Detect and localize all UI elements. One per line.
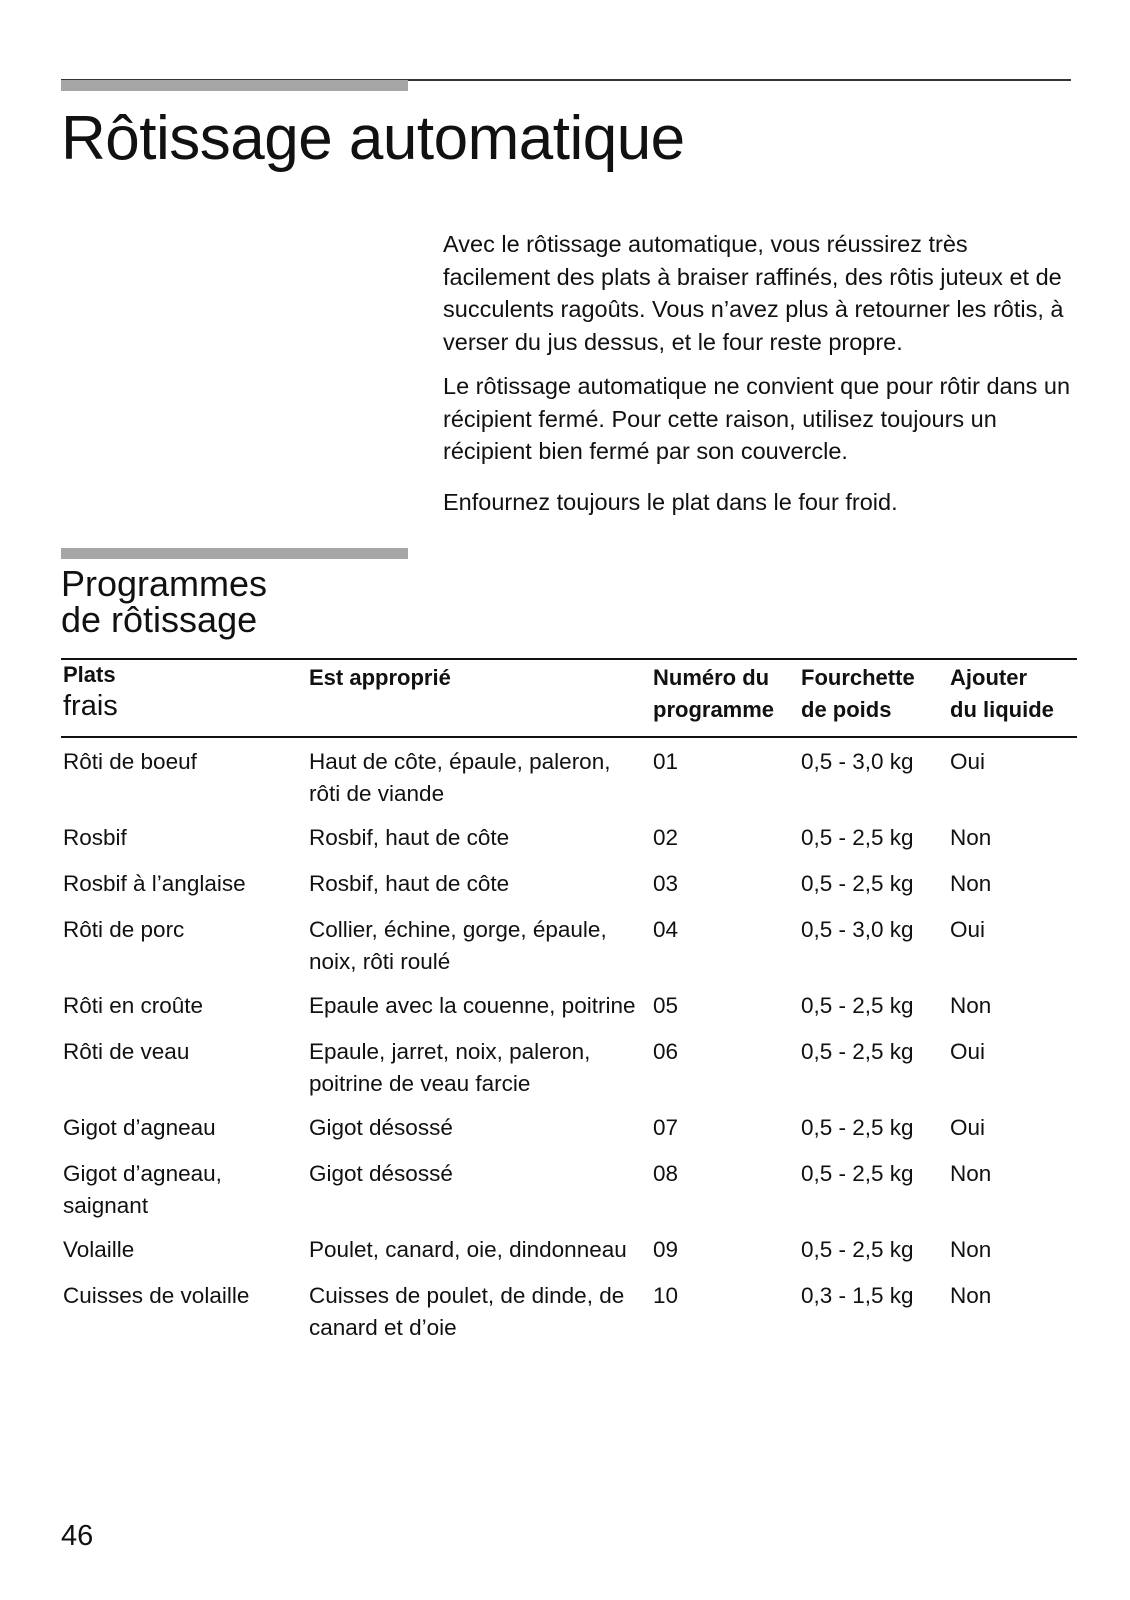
- header-numero: [653, 662, 774, 726]
- cell-plat: Rôti de veau: [63, 1039, 190, 1064]
- table-row: [61, 990, 1077, 1036]
- cell-liquide: Non: [950, 871, 992, 896]
- header-plats-label: Plats: [63, 662, 116, 687]
- cell-poids: 0,5 - 3,0 kg: [801, 917, 914, 942]
- cell-plat: Rôti en croûte: [63, 993, 204, 1018]
- table-row: [61, 1158, 1077, 1234]
- table-row: [61, 822, 1077, 868]
- cell-approprie: [309, 914, 639, 978]
- header-frais-label: frais: [63, 690, 118, 722]
- table-header: [61, 658, 1077, 738]
- table-body: [61, 746, 1077, 1356]
- cell-numero: 04: [653, 917, 679, 942]
- cell-liquide: Non: [950, 1283, 992, 1308]
- cell-plat: Gigot d’agneau: [63, 1115, 216, 1140]
- cell-liquide: Oui: [950, 1039, 986, 1064]
- cell-numero: 07: [653, 1115, 679, 1140]
- table-row: [61, 1112, 1077, 1158]
- header-fourchette-line2: de poids: [801, 697, 892, 722]
- table-row: [61, 1036, 1077, 1112]
- cell-liquide: Non: [950, 993, 992, 1018]
- cell-approprie: Rosbif, haut de côte: [309, 871, 510, 896]
- intro-paragraph-3: Enfournez toujours le plat dans le four froid.: [443, 488, 898, 515]
- cell-liquide: Non: [950, 1161, 992, 1186]
- cell-approprie: Epaule avec la couenne, poitrine: [309, 993, 636, 1018]
- header-ajouter-line2: du liquide: [950, 697, 1054, 722]
- cell-poids: 0,5 - 2,5 kg: [801, 1115, 914, 1140]
- table-row: [61, 1280, 1077, 1356]
- cell-plat: Volaille: [63, 1237, 135, 1262]
- cell-numero: 10: [653, 1283, 679, 1308]
- top-rule-accent: [61, 80, 408, 91]
- intro-paragraph-1: Avec le rôtissage automatique, vous réussirez très facilement des plats à braiser raffinés, des rôtis juteux et de succulents ragoûts. Vous n’avez plus à retourner les rôtis, à verser du jus dessus, et le four reste propre.: [443, 231, 1064, 355]
- cell-numero: 01: [653, 749, 679, 774]
- roasting-programs-table: [61, 658, 1077, 1356]
- section-title: [61, 563, 401, 640]
- cell-poids: 0,5 - 3,0 kg: [801, 749, 914, 774]
- cell-numero: 09: [653, 1237, 679, 1262]
- intro-text: [443, 228, 1073, 530]
- cell-approprie: Rosbif, haut de côte: [309, 825, 510, 850]
- header-plats: [63, 659, 118, 721]
- header-numero-line1: Numéro du: [653, 665, 770, 690]
- cell-liquide: Non: [950, 1237, 992, 1262]
- header-numero-line2: programme: [653, 697, 775, 722]
- cell-approprie: [309, 1036, 639, 1100]
- cell-poids: 0,5 - 2,5 kg: [801, 871, 914, 896]
- table-row: [61, 746, 1077, 822]
- header-ajouter: [950, 662, 1054, 726]
- cell-approprie: [309, 746, 639, 810]
- cell-plat: Rosbif: [63, 825, 127, 850]
- approprie-text: Cuisses de poulet, de dinde, de canard et d’oie: [309, 1283, 625, 1340]
- cell-poids: 0,5 - 2,5 kg: [801, 825, 914, 850]
- cell-poids: 0,5 - 2,5 kg: [801, 1039, 914, 1064]
- cell-approprie: Poulet, canard, oie, dindonneau: [309, 1237, 627, 1262]
- header-approprie: Est approprié: [309, 665, 451, 690]
- cell-poids: 0,5 - 2,5 kg: [801, 1161, 914, 1186]
- cell-numero: 06: [653, 1039, 679, 1064]
- approprie-text: Collier, échine, gorge, épaule, noix, rôti roulé: [309, 917, 607, 974]
- header-fourchette-line1: Fourchette: [801, 665, 915, 690]
- section-title-line-1: Programmes: [61, 563, 268, 604]
- cell-plat: Cuisses de volaille: [63, 1283, 250, 1308]
- cell-poids: 0,3 - 1,5 kg: [801, 1283, 914, 1308]
- cell-numero: 08: [653, 1161, 679, 1186]
- cell-approprie: Gigot désossé: [309, 1161, 453, 1186]
- cell-plat: Rosbif à l’anglaise: [63, 871, 246, 896]
- header-ajouter-line1: Ajouter: [950, 665, 1027, 690]
- table-row: [61, 868, 1077, 914]
- table-row: [61, 914, 1077, 990]
- cell-plat: Rôti de porc: [63, 917, 185, 942]
- cell-plat: Rôti de boeuf: [63, 749, 197, 774]
- intro-paragraph-2: Le rôtissage automatique ne convient que pour rôtir dans un récipient fermé. Pour cette raison, utilisez toujours un récipient bien fermé par son couvercle.: [443, 373, 1071, 464]
- approprie-text: Haut de côte, épaule, paleron, rôti de viande: [309, 749, 611, 806]
- cell-numero: 03: [653, 871, 679, 896]
- cell-numero: 02: [653, 825, 679, 850]
- cell-poids: 0,5 - 2,5 kg: [801, 993, 914, 1018]
- cell-plat: [63, 1158, 303, 1222]
- cell-approprie: [309, 1280, 639, 1344]
- section-rule: [61, 548, 408, 559]
- cell-numero: 05: [653, 993, 679, 1018]
- approprie-text: Epaule, jarret, noix, paleron, poitrine de veau farcie: [309, 1039, 591, 1096]
- cell-liquide: Oui: [950, 917, 986, 942]
- plat-text: Gigot d’agneau, saignant: [63, 1161, 222, 1218]
- cell-poids: 0,5 - 2,5 kg: [801, 1237, 914, 1262]
- table-row: [61, 1234, 1077, 1280]
- cell-approprie: Gigot désossé: [309, 1115, 453, 1140]
- cell-liquide: Non: [950, 825, 992, 850]
- page-number: 46: [61, 1520, 94, 1552]
- cell-liquide: Oui: [950, 1115, 986, 1140]
- section-title-line-2: de rôtissage: [61, 599, 258, 640]
- header-fourchette: [801, 662, 915, 726]
- page-title: Rôtissage automatique: [61, 104, 685, 173]
- cell-liquide: Oui: [950, 749, 986, 774]
